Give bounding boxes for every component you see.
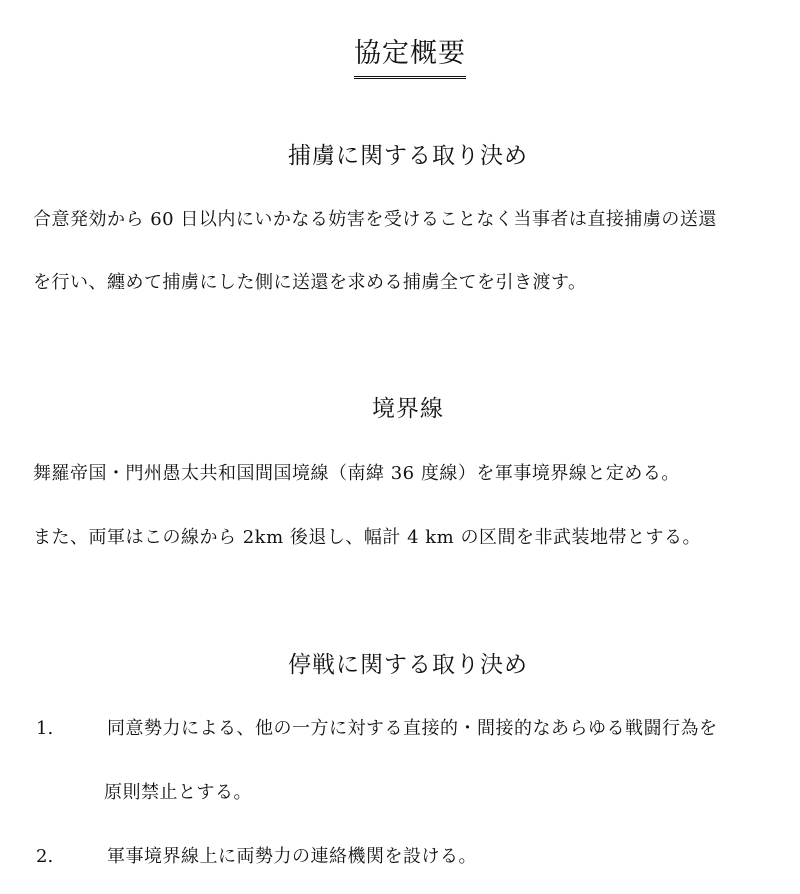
paragraph-line: 合意発効から 60 日以内にいかなる妨害を受けることなく当事者は直接捕虜の送還 (33, 209, 717, 230)
list-item-number: 2. (36, 846, 54, 867)
section-heading-ceasefire: 停戦に関する取り決め (288, 652, 528, 678)
list-item-number: 1. (36, 718, 54, 739)
list-item-text: 軍事境界線上に両勢力の連絡機関を設ける。 (107, 846, 477, 867)
section-heading-boundary: 境界線 (372, 396, 444, 422)
section-heading-prisoners: 捕虜に関する取り決め (288, 143, 528, 169)
list-item-text: 同意勢力による、他の一方に対する直接的・間接的なあらゆる戦闘行為を (107, 718, 718, 739)
list-item-text: 原則禁止とする。 (104, 782, 252, 803)
paragraph-line: 舞羅帝国・門州愚太共和国間国境線（南緯 36 度線）を軍事境界線と定める。 (33, 463, 680, 484)
document-title-text: 協定概要 (354, 34, 466, 79)
paragraph-line: また、両軍はこの線から 2km 後退し、幅計 4 km の区間を非武装地帯とする。 (33, 527, 701, 548)
document-title (0, 34, 800, 79)
paragraph-line: を行い、纏めて捕虜にした側に送還を求める捕虜全てを引き渡す。 (33, 272, 587, 293)
